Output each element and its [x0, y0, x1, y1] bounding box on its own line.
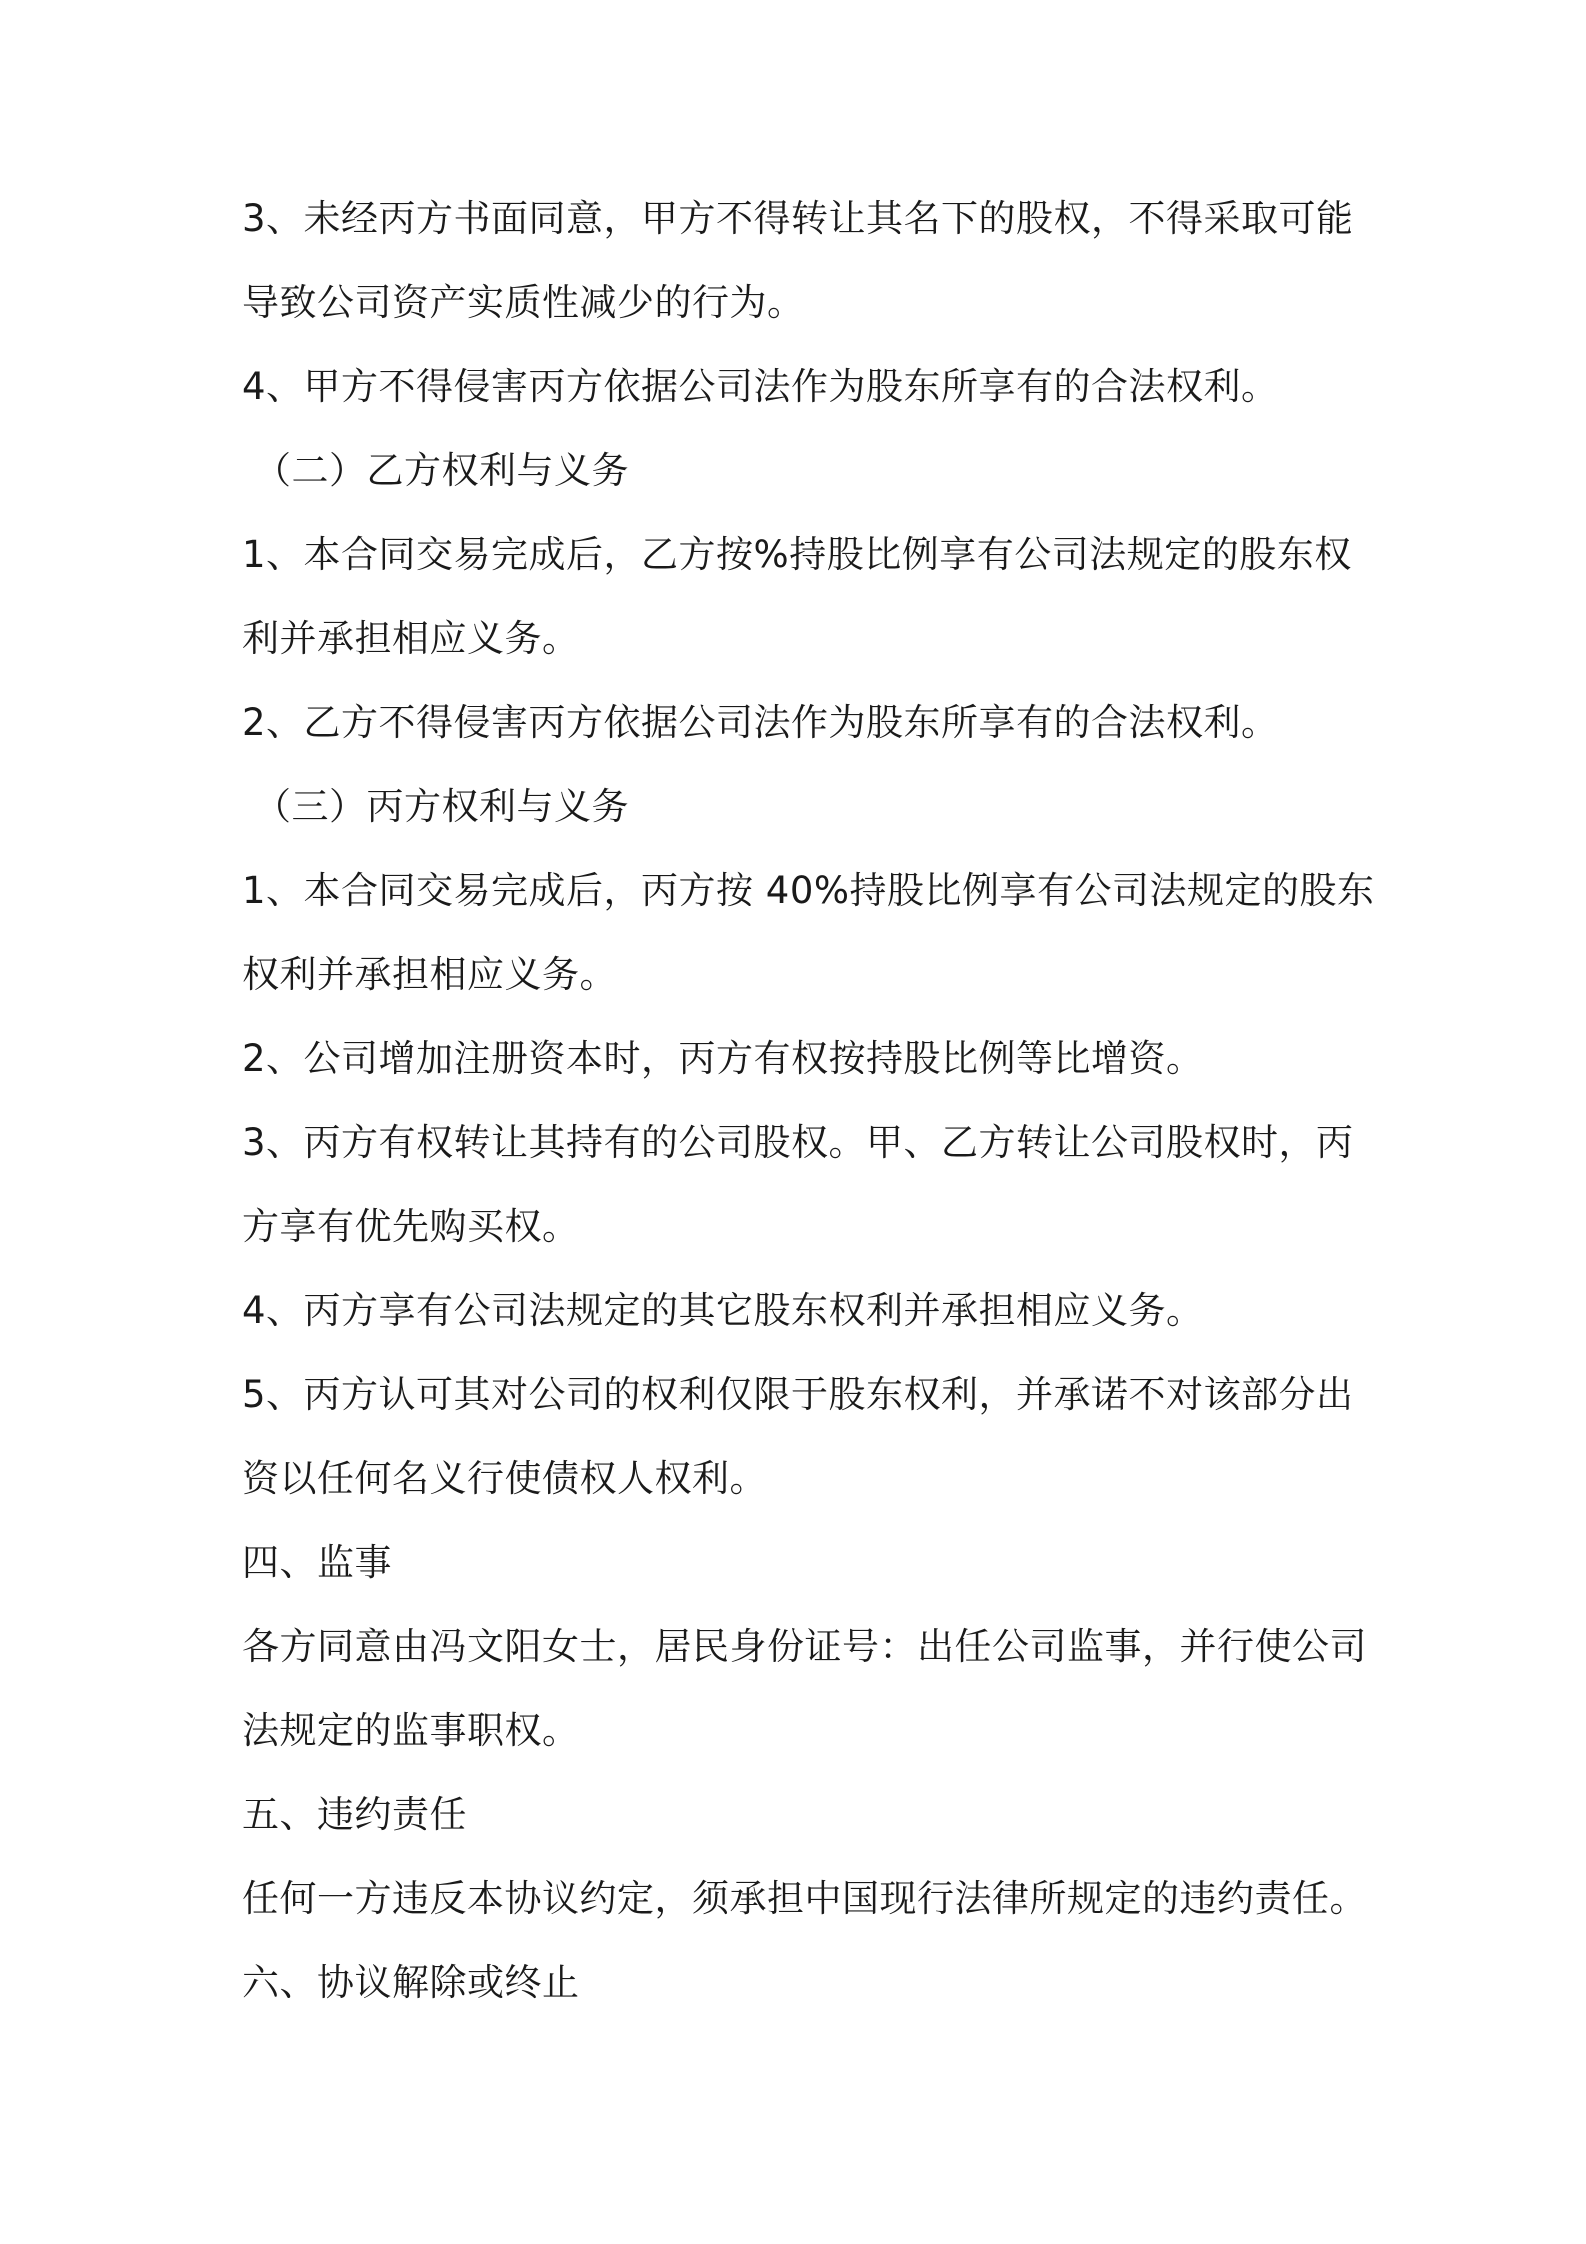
section-heading-supervisor: 四、监事 — [242, 1541, 392, 1584]
clause-3-line-1: 3、未经丙方书面同意，甲方不得转让其名下的股权，不得采取可能 — [242, 197, 1354, 240]
section-heading-termination: 六、协议解除或终止 — [242, 1961, 580, 2004]
clause-3-line-2: 导致公司资产实质性减少的行为。 — [242, 281, 805, 324]
party-c-clause-2-line: 2、公司增加注册资本时，丙方有权按持股比例等比增资。 — [242, 1037, 1204, 1080]
section-heading-party-c: （三）丙方权利与义务 — [254, 785, 629, 828]
clause-4-line: 4、甲方不得侵害丙方依据公司法作为股东所享有的合法权利。 — [242, 365, 1279, 408]
party-c-clause-3-line-1: 3、丙方有权转让其持有的公司股权。甲、乙方转让公司股权时，丙 — [242, 1121, 1354, 1164]
section-heading-party-b: （二）乙方权利与义务 — [254, 449, 629, 492]
party-c-clause-5-line-1: 5、丙方认可其对公司的权利仅限于股东权利，并承诺不对该部分出 — [242, 1373, 1354, 1416]
party-c-clause-1-line-2: 权利并承担相应义务。 — [242, 953, 617, 996]
supervisor-paragraph-line-1: 各方同意由冯文阳女士，居民身份证号：出任公司监事，并行使公司 — [242, 1625, 1367, 1668]
party-b-clause-2-line: 2、乙方不得侵害丙方依据公司法作为股东所享有的合法权利。 — [242, 701, 1279, 744]
supervisor-paragraph-line-2: 法规定的监事职权。 — [242, 1709, 580, 1752]
party-b-clause-1-line-1: 1、本合同交易完成后，乙方按%持股比例享有公司法规定的股东权 — [242, 533, 1352, 576]
liability-paragraph-line: 任何一方违反本协议约定，须承担中国现行法律所规定的违约责任。 — [242, 1877, 1367, 1920]
party-c-clause-3-line-2: 方享有优先购买权。 — [242, 1205, 580, 1248]
party-c-clause-4-line: 4、丙方享有公司法规定的其它股东权利并承担相应义务。 — [242, 1289, 1204, 1332]
party-c-clause-1-line-1: 1、本合同交易完成后，丙方按 40%持股比例享有公司法规定的股东 — [242, 869, 1375, 912]
party-c-clause-5-line-2: 资以任何名义行使债权人权利。 — [242, 1457, 767, 1500]
section-heading-liability: 五、违约责任 — [242, 1793, 467, 1836]
party-b-clause-1-line-2: 利并承担相应义务。 — [242, 617, 580, 660]
